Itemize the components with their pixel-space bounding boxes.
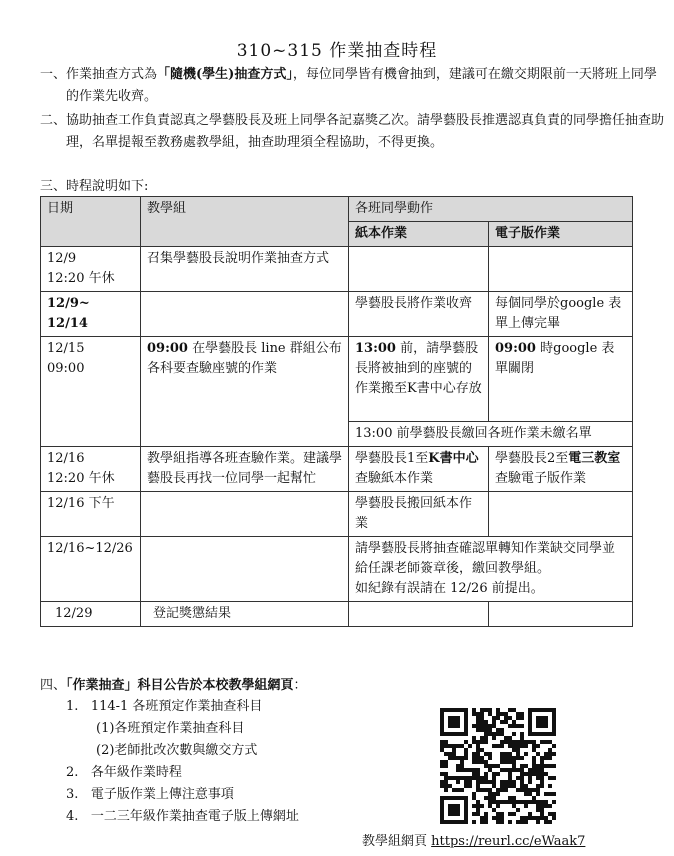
footer-url-link[interactable]: https://reurl.cc/eWaak7 xyxy=(431,834,586,849)
header-paper: 紙本作業 xyxy=(349,222,489,247)
cell-teaching: 教學組指導各班查驗作業。建議學藝股長再找一位同學一起幫忙 xyxy=(141,447,349,492)
cell-teaching: 召集學藝股長說明作業抽查方式 xyxy=(141,247,349,292)
section-4-number: 四、 xyxy=(40,678,67,693)
schedule-table xyxy=(40,196,633,627)
section-1-post: ，每位同學皆有機會抽到，建議可在繳交期限前一天將班上同學的作業先收齊。 xyxy=(66,67,657,104)
section-1 xyxy=(40,64,666,108)
cell-merged: 13:00 前學藝股長繳回各班作業未繳名單 xyxy=(349,422,633,447)
section-4: 四、「作業抽查」科目公告於本校教學組網頁： xyxy=(40,678,307,693)
cell-electronic: 每個同學於google 表單上傳完畢 xyxy=(489,292,633,337)
cell-merged: 請學藝股長將抽查確認單轉知作業缺交同學並給任課老師簽章後，繳回教學組。 如紀錄有誤請在 12/26 前提出。 xyxy=(349,537,633,602)
table-row xyxy=(41,292,633,337)
cell-electronic xyxy=(489,492,633,537)
cell-date: 12/16~12/26 xyxy=(41,537,141,602)
cell-paper xyxy=(349,602,489,627)
list-item: 4. 一二三年級作業抽查電子版上傳網址 xyxy=(66,809,299,824)
cell-date: 12/15 09:00 xyxy=(41,337,141,447)
section-3-number: 三、 xyxy=(40,179,67,194)
section-1-number: 一、 xyxy=(40,67,67,82)
cell-teaching: 09:00 在學藝股長 line 群組公布各科要查驗座號的作業 xyxy=(141,337,349,447)
section-1-bold: 「隨機(學生)抽查方式」 xyxy=(157,67,293,82)
cell-electronic: 09:00 時google 表單關閉 xyxy=(489,337,633,422)
section-3 xyxy=(40,176,640,198)
section-2-text: 協助抽查工作負責認真之學藝股長及班上同學各記嘉獎乙次。請學藝股長推選認真負責的同學擔任抽查助理，名單提報至教務處教學組，抽查助理須全程協助，不得更換。 xyxy=(66,113,665,150)
cell-date: 12/16 下午 xyxy=(41,492,141,537)
qr-code-icon[interactable] xyxy=(440,708,556,824)
page-title: 310~315 作業抽查時程 xyxy=(236,41,438,61)
cell-teaching xyxy=(141,492,349,537)
cell-electronic xyxy=(489,247,633,292)
footer xyxy=(362,830,585,849)
header-date: 日期 xyxy=(41,197,141,247)
cell-teaching: 登記獎懲結果 xyxy=(141,602,349,627)
section-2-number: 二、 xyxy=(40,113,67,128)
header-teaching-group: 教學組 xyxy=(141,197,349,247)
table-row xyxy=(41,602,633,627)
table-row xyxy=(41,337,633,422)
cell-paper: 學藝股長1至K書中心查驗紙本作業 xyxy=(349,447,489,492)
table-row xyxy=(41,247,633,292)
table-row xyxy=(41,537,633,602)
header-class-actions: 各班同學動作 xyxy=(349,197,633,222)
cell-date: 12/9~ 12/14 xyxy=(41,292,141,337)
table-row xyxy=(41,447,633,492)
list-item: (2)老師批改次數與繳交方式 xyxy=(96,743,258,758)
cell-teaching xyxy=(141,292,349,337)
list-item: 1. 114-1 各班預定作業抽查科目 xyxy=(66,699,263,714)
list-item: (1)各班預定作業抽查科目 xyxy=(96,721,245,736)
cell-date: 12/29 xyxy=(41,602,141,627)
list-item: 3. 電子版作業上傳注意事項 xyxy=(66,787,234,802)
section-2 xyxy=(40,110,666,154)
cell-paper xyxy=(349,247,489,292)
footer-label: 教學組網頁 xyxy=(362,834,432,849)
section-1-pre: 作業抽查方式為 xyxy=(66,67,158,82)
cell-electronic xyxy=(489,602,633,627)
cell-paper: 學藝股長將作業收齊 xyxy=(349,292,489,337)
cell-paper: 13:00 前，請學藝股長將被抽到的座號的作業搬至K書中心存放 xyxy=(349,337,489,422)
cell-teaching xyxy=(141,537,349,602)
cell-paper: 學藝股長搬回紙本作業 xyxy=(349,492,489,537)
table-row xyxy=(41,492,633,537)
cell-date: 12/9 12:20 午休 xyxy=(41,247,141,292)
list-item: 2. 各年級作業時程 xyxy=(66,765,182,780)
cell-electronic: 學藝股長2至電三教室查驗電子版作業 xyxy=(489,447,633,492)
section-4-bold: 「作業抽查」科目公告於本校教學組網頁 xyxy=(66,678,294,693)
section-3-text: 時程說明如下: xyxy=(66,179,149,194)
cell-date: 12/16 12:20 午休 xyxy=(41,447,141,492)
header-electronic: 電子版作業 xyxy=(489,222,633,247)
